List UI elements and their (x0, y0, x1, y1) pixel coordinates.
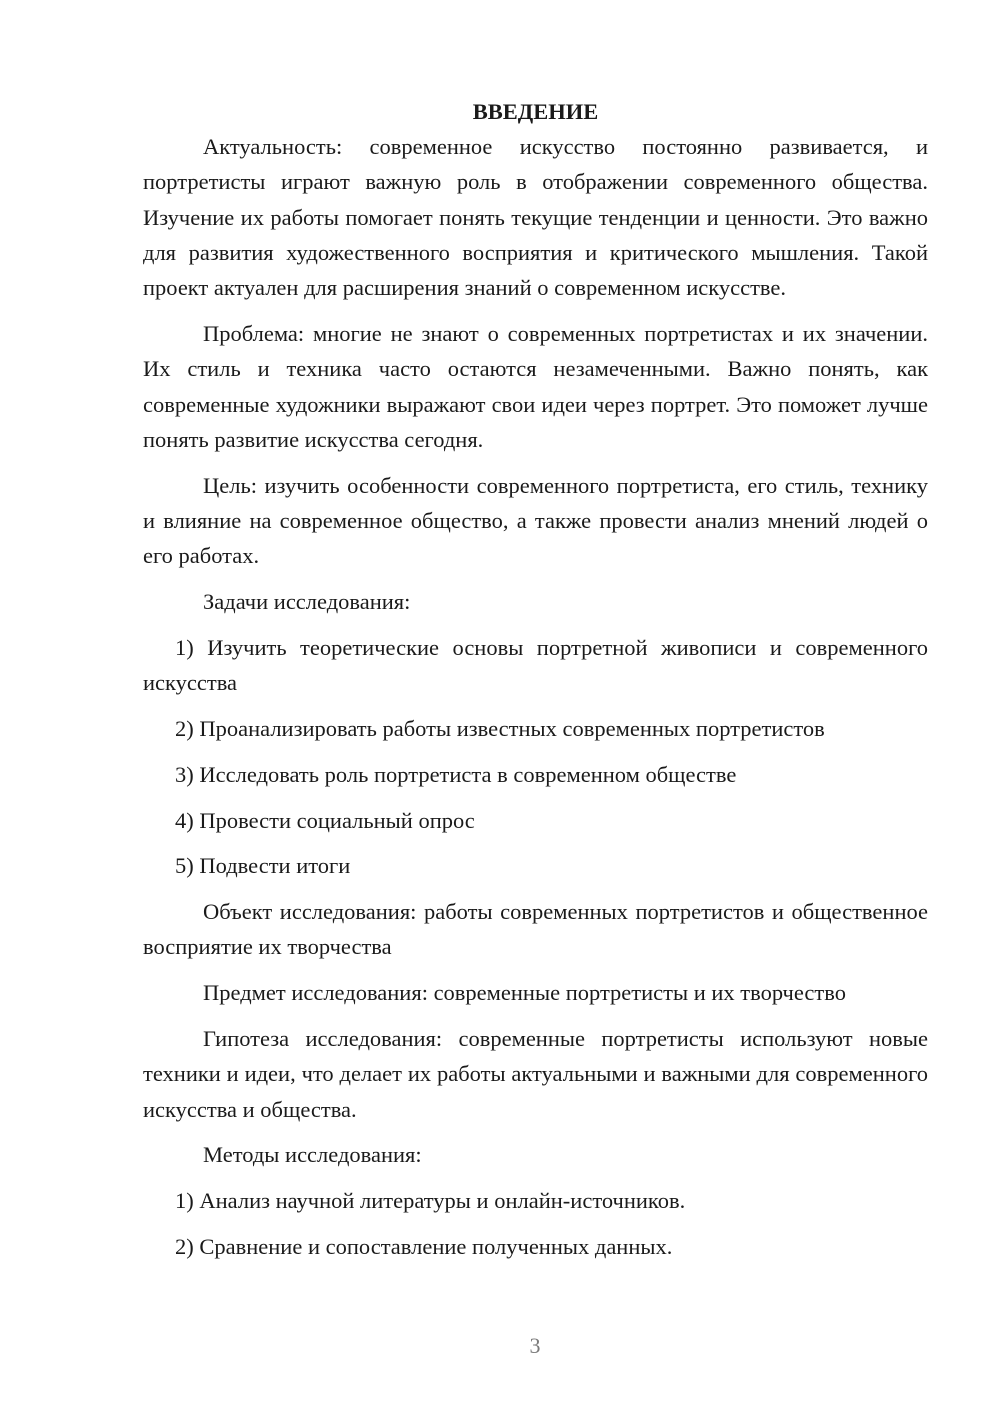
paragraph-object: Объект исследования: работы современных портретистов и общественное восприятие их творчества (143, 899, 928, 960)
page-content (143, 94, 928, 1275)
paragraph-tasks-heading: Задачи исследования: (203, 589, 411, 615)
paragraph-hypothesis: Гипотеза исследования: современные портретисты используют новые техники и идеи, что делает их работы актуальными и важными для современного искусства и общества. (143, 1026, 928, 1122)
list-item-task-2: 2) Проанализировать работы известных современных портретистов (175, 715, 825, 741)
page-title: ВВЕДЕНИЕ (472, 99, 599, 124)
paragraph-subject: Предмет исследования: современные портретисты и их творчество (203, 980, 846, 1006)
list-item-method-1: 1) Анализ научной литературы и онлайн-источников. (175, 1188, 686, 1214)
page-number: 3 (529, 1333, 541, 1358)
list-item-task-1: 1) Изучить теоретические основы портретной живописи и современного искусства (143, 634, 928, 696)
list-item-task-5: 5) Подвести итоги (175, 853, 351, 879)
list-item-method-2: 2) Сравнение и сопоставление полученных данных. (175, 1234, 673, 1260)
paragraph-goal: Цель: изучить особенности современного портретиста, его стиль, технику и влияние на современное общество, а также провести анализ мнений людей о его работах. (143, 472, 928, 569)
list-item-task-4: 4) Провести социальный опрос (175, 807, 475, 833)
paragraph-relevance: Актуальность: современное искусство постоянно развивается, и портретисты играют важную роль в отображении современного общества. Изучение их работы помогает понять текущие тенденции и ценности. Это важно для развития художественного восприятия и критического мышления. Такой проект актуален для расширения знаний о современном искусстве. (143, 134, 928, 301)
paragraph-methods-heading: Методы исследования: (203, 1142, 422, 1168)
list-item-task-3: 3) Исследовать роль портретиста в современном обществе (175, 761, 737, 787)
paragraph-problem: Проблема: многие не знают о современных портретистах и их значении. Их стиль и техника часто остаются незамеченными. Важно понять, как современные художники выражают свои идеи через портрет. Это поможет лучше понять развитие искусства сегодня. (143, 320, 928, 452)
